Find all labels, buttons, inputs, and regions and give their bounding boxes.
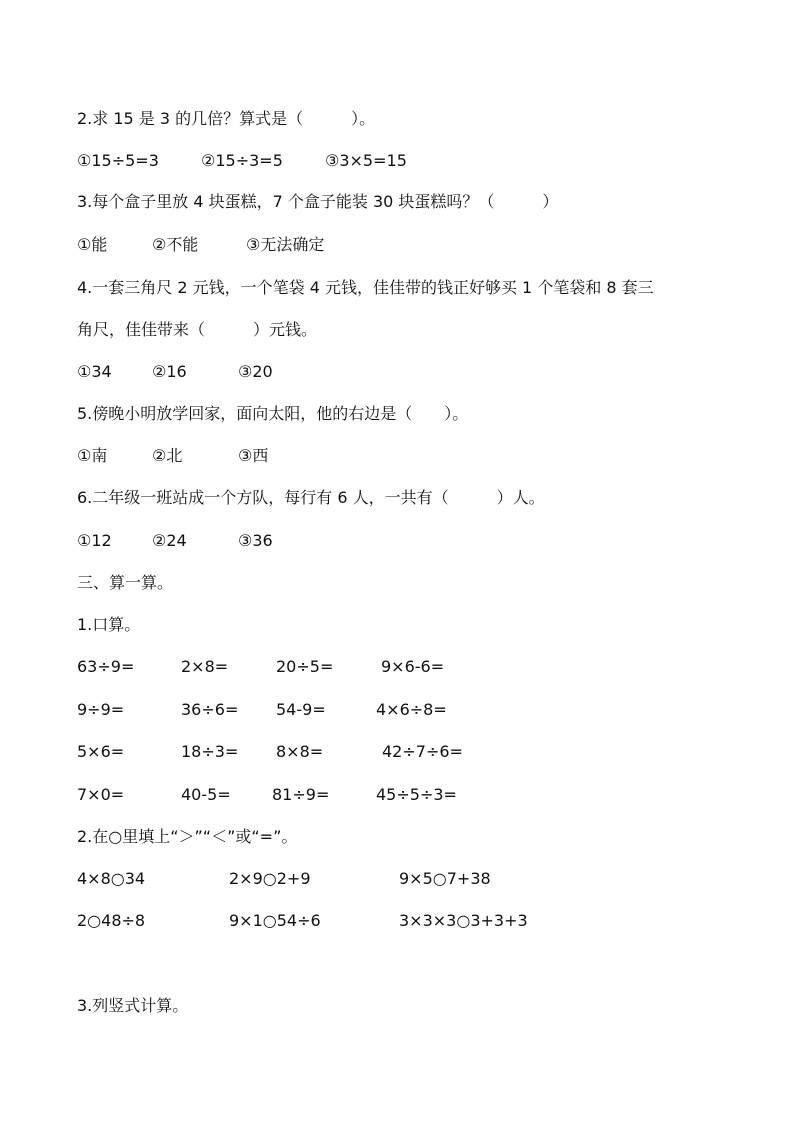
mental-math-item: 18÷3= — [181, 742, 239, 761]
mental-math-item: 45÷5÷3= — [376, 785, 457, 804]
compare-item: 2○48÷8 — [77, 911, 146, 930]
q6-option-3: ③36 — [238, 531, 273, 550]
mental-math-item: 5×6= — [77, 742, 125, 761]
q4-option-3: ③20 — [238, 362, 273, 381]
q2-option-3: ③3×5=15 — [325, 151, 407, 170]
mental-math-item: 9÷9= — [77, 700, 125, 719]
mental-math-item: 20÷5= — [276, 657, 334, 676]
mental-math-item: 54-9= — [276, 700, 326, 719]
compare-item: 9×5○7+38 — [399, 869, 491, 888]
mental-math-item: 42÷7÷6= — [382, 742, 463, 761]
q6-option-1: ①12 — [77, 531, 112, 550]
question-3: 3.每个盒子里放 4 块蛋糕，7 个盒子能装 30 块蛋糕吗？（ ） — [77, 192, 559, 211]
compare-item: 2×9○2+9 — [229, 869, 311, 888]
q3-option-2: ②不能 — [152, 235, 199, 254]
q6-option-2: ②24 — [152, 531, 187, 550]
question-4-line-1: 4.一套三角尺 2 元钱，一个笔袋 4 元钱，佳佳带的钱正好够买 1 个笔袋和 8 套三 — [77, 278, 654, 297]
question-4-line-2: 角尺，佳佳带来（ ）元钱。 — [77, 320, 318, 339]
q3-option-3: ③无法确定 — [246, 235, 325, 254]
mental-math-item: 36÷6= — [181, 700, 239, 719]
compare-item: 3×3×3○3+3+3 — [399, 911, 528, 930]
q5-option-1: ①南 — [77, 446, 108, 465]
q5-option-3: ③西 — [238, 446, 269, 465]
mental-math-item: 40-5= — [181, 785, 231, 804]
question-2: 2.求 15 是 3 的几倍？算式是（ ）。 — [77, 109, 376, 128]
compare-item: 4×8○34 — [77, 869, 146, 888]
question-5: 5.傍晚小明放学回家，面向太阳，他的右边是（ ）。 — [77, 404, 469, 423]
mental-math-item: 7×0= — [77, 785, 125, 804]
q4-option-1: ①34 — [77, 362, 112, 381]
compare-item: 9×1○54÷6 — [229, 911, 321, 930]
mental-math-item: 2×8= — [181, 657, 229, 676]
mental-math-item: 81÷9= — [272, 785, 330, 804]
part-2-title: 2.在○里填上“＞”“＜”或“=”。 — [77, 827, 298, 846]
q5-option-2: ②北 — [152, 446, 183, 465]
question-6: 6.二年级一班站成一个方队，每行有 6 人，一共有（ ）人。 — [77, 488, 545, 507]
section-3-heading: 三、算一算。 — [77, 573, 174, 592]
part-3-title: 3.列竖式计算。 — [77, 996, 189, 1015]
q2-option-1: ①15÷5=3 — [77, 151, 159, 170]
q2-option-2: ②15÷3=5 — [201, 151, 283, 170]
q4-option-2: ②16 — [152, 362, 187, 381]
q3-option-1: ①能 — [77, 235, 108, 254]
mental-math-item: 8×8= — [276, 742, 324, 761]
mental-math-item: 63÷9= — [77, 657, 135, 676]
part-1-title: 1.口算。 — [77, 615, 141, 634]
mental-math-item: 4×6÷8= — [376, 700, 447, 719]
mental-math-item: 9×6-6= — [381, 657, 445, 676]
